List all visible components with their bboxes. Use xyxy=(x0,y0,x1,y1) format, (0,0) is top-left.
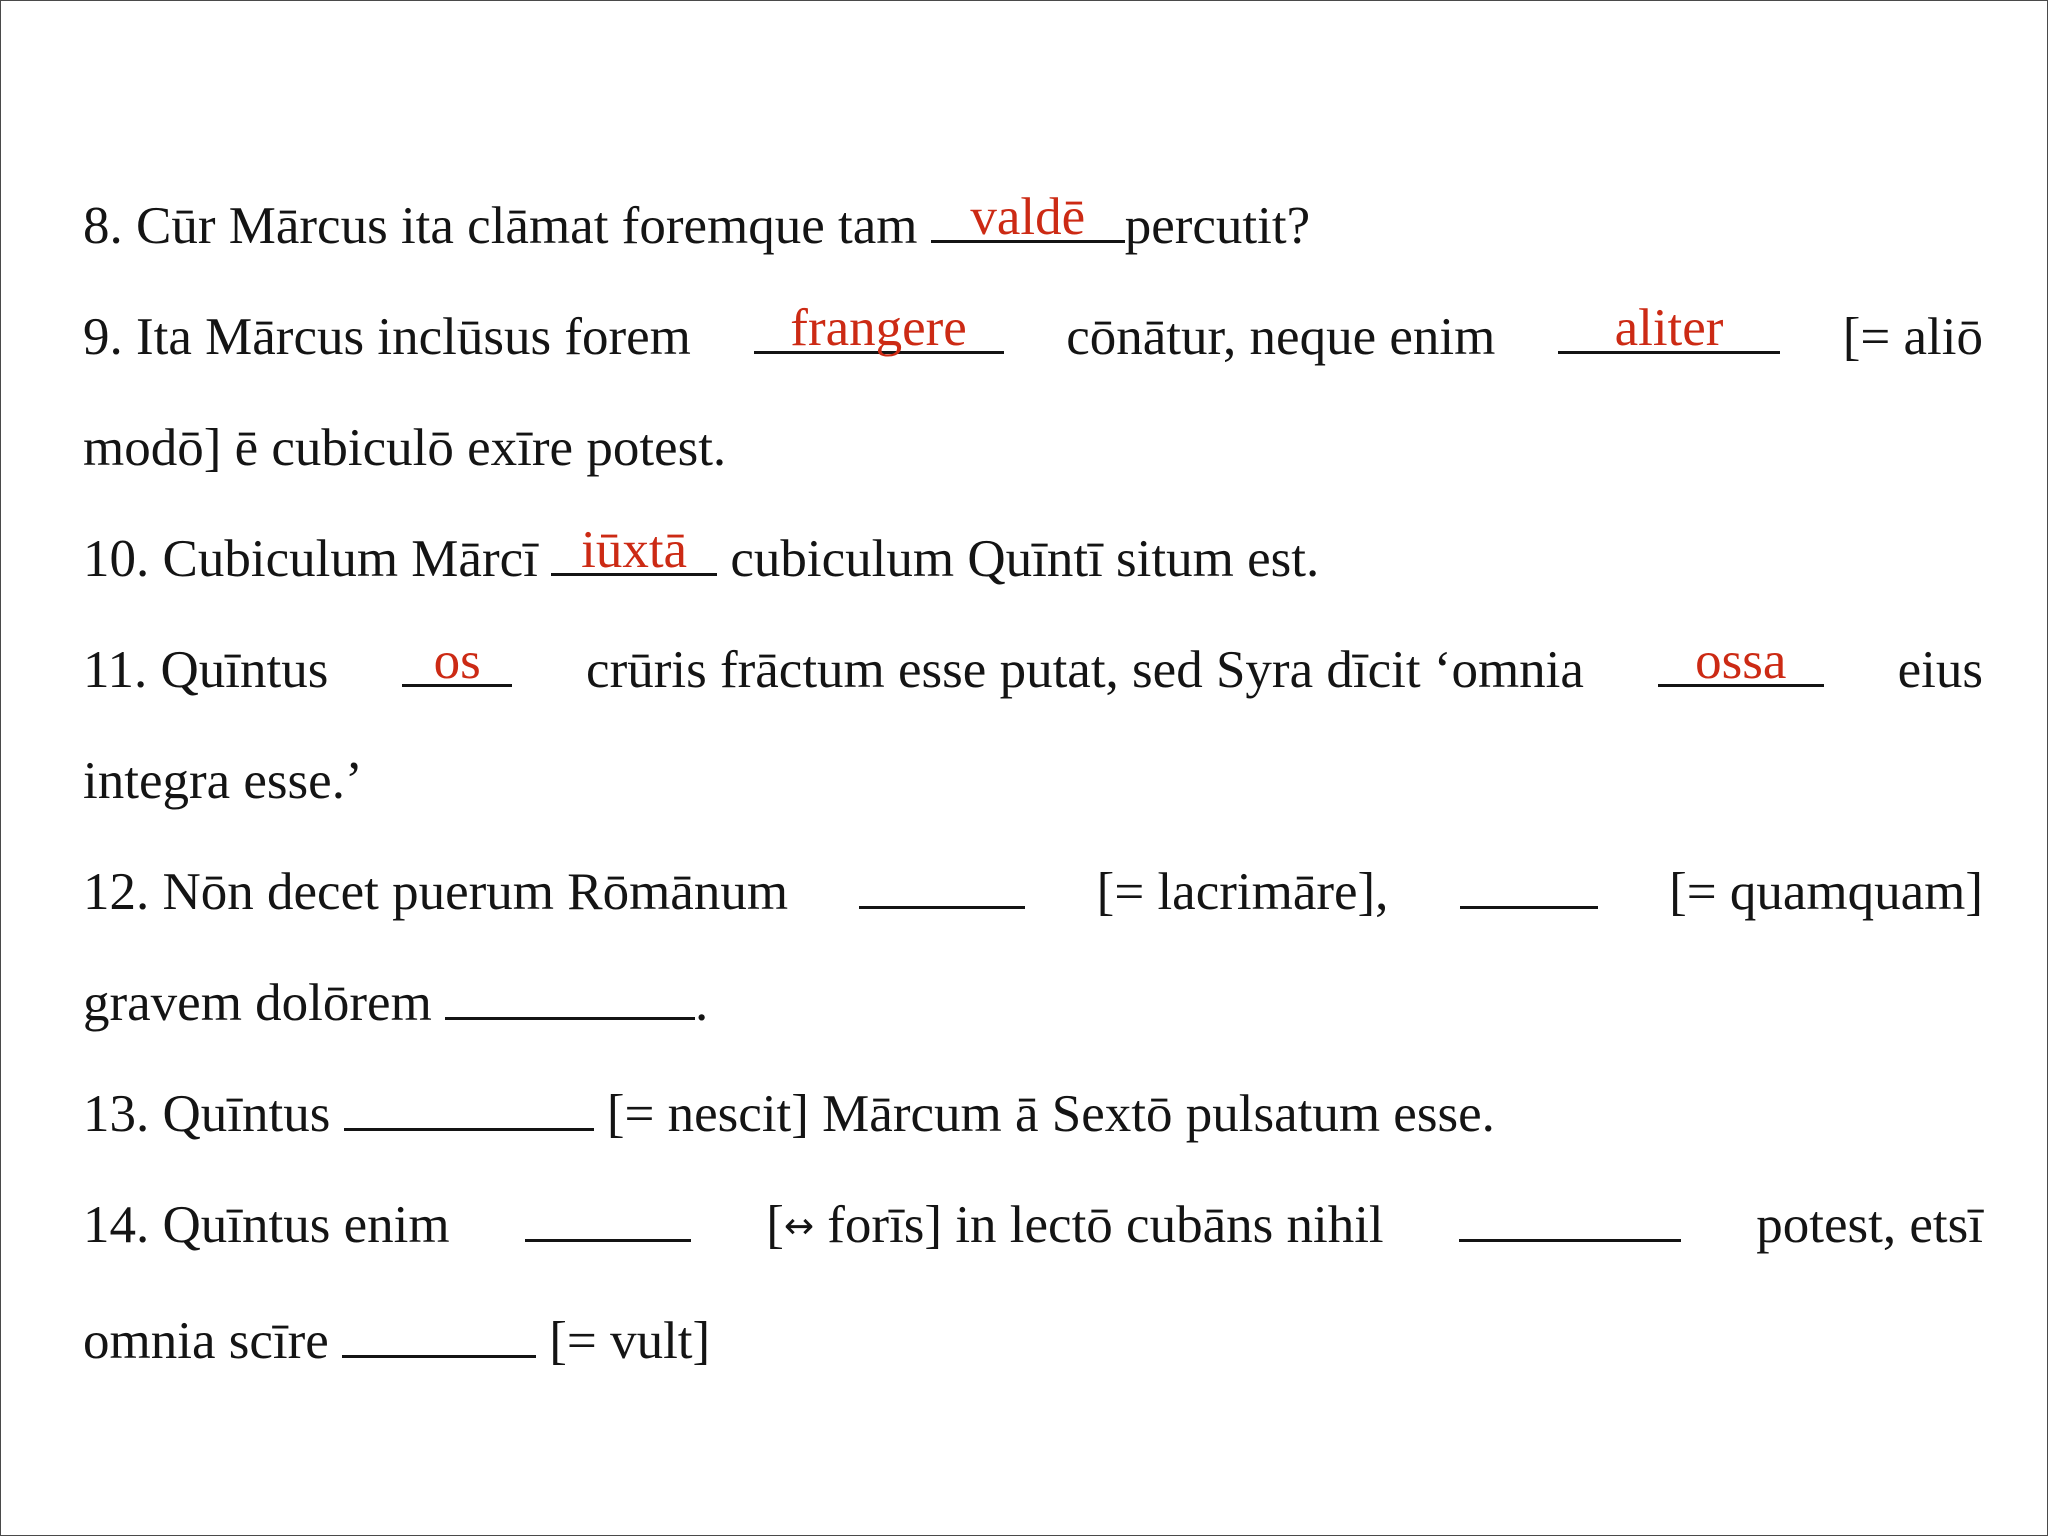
question-14-hint xyxy=(766,1170,1383,1286)
question-8-text-before: 8. Cūr Mārcus ita clāmat foremque tam xyxy=(83,197,918,255)
question-13-text-before: 13. Quīntus xyxy=(83,1085,331,1143)
question-12-hint-1: [= lacrimāre], xyxy=(1096,863,1389,921)
question-11-text-middle: crūris frāctum esse putat, sed Syra dīcit ‘omnia xyxy=(586,641,1584,699)
question-11-text-after: eius xyxy=(1897,641,1983,699)
question-10-line xyxy=(83,504,1983,615)
question-10 xyxy=(83,504,1983,615)
question-13 xyxy=(83,1059,1983,1170)
question-14-blank-3[interactable] xyxy=(342,1297,536,1358)
question-12-line-2-text: gravem dolōrem xyxy=(83,974,432,1032)
question-12-hint-2: [= quamquam] xyxy=(1669,863,1983,921)
question-9 xyxy=(83,282,1983,504)
question-14-line-2-text: omnia scīre xyxy=(83,1312,329,1370)
question-14-text-middle: potest, etsī xyxy=(1756,1196,1983,1254)
question-14-line-2-hint: [= vult] xyxy=(549,1312,711,1370)
exercise-list xyxy=(83,171,1983,1397)
question-9-text-after: [= aliō xyxy=(1842,308,1983,366)
question-11-line-2: integra esse.’ xyxy=(83,752,363,810)
question-9-blank-2[interactable] xyxy=(1558,293,1780,357)
question-12 xyxy=(83,837,1983,1059)
question-11-answer-2: ossa xyxy=(1695,632,1787,690)
question-11-text-before: 11. Quīntus xyxy=(83,641,329,699)
question-12-period: . xyxy=(695,974,709,1032)
question-8-answer: valdē xyxy=(970,188,1086,246)
question-9-line-2: modō] ē cubiculō exīre potest. xyxy=(83,419,727,477)
question-13-line xyxy=(83,1059,1983,1170)
question-14-hint-open: [ xyxy=(766,1196,784,1254)
question-13-text-after: [= nescit] Mārcum ā Sextō pulsatum esse. xyxy=(606,1085,1495,1143)
question-10-answer: iūxtā xyxy=(581,521,688,579)
question-12-line-1 xyxy=(83,837,1983,948)
question-10-blank[interactable] xyxy=(551,515,717,579)
question-11-answer-1: os xyxy=(433,632,481,690)
question-12-text-before: 12. Nōn decet puerum Rōmānum xyxy=(83,863,789,921)
question-14-blank-1[interactable] xyxy=(525,1181,691,1242)
question-9-answer-2: aliter xyxy=(1614,299,1724,357)
question-9-answer-1: frangere xyxy=(790,299,967,357)
question-8-text-after: percutit? xyxy=(1124,197,1311,255)
question-9-text-middle: cōnātur, neque enim xyxy=(1066,308,1496,366)
question-12-blank-2[interactable] xyxy=(1460,848,1598,909)
question-9-text-before: 9. Ita Mārcus inclūsus forem xyxy=(83,308,691,366)
question-12-blank-3[interactable] xyxy=(445,959,695,1020)
question-10-text-before: 10. Cubiculum Mārcī xyxy=(83,530,538,588)
question-14-blank-2[interactable] xyxy=(1459,1181,1681,1242)
question-14-line-2 xyxy=(83,1286,1983,1397)
question-14-line-1 xyxy=(83,1170,1983,1286)
question-8 xyxy=(83,171,1983,282)
question-14 xyxy=(83,1170,1983,1397)
question-12-blank-1[interactable] xyxy=(859,848,1025,909)
question-14-text-before: 14. Quīntus enim xyxy=(83,1196,450,1254)
question-8-blank[interactable] xyxy=(931,182,1125,246)
question-9-blank-1[interactable] xyxy=(754,293,1004,357)
question-11-line-1 xyxy=(83,615,1983,726)
question-8-line xyxy=(83,171,1983,282)
question-12-line-2 xyxy=(83,948,1983,1059)
question-11-blank-1[interactable] xyxy=(402,626,512,690)
question-9-line-1 xyxy=(83,282,1983,393)
question-11 xyxy=(83,615,1983,837)
question-10-text-after: cubiculum Quīntī situm est. xyxy=(730,530,1320,588)
question-14-hint-rest: forīs] in lectō cubāns nihil xyxy=(827,1196,1384,1254)
question-11-blank-2[interactable] xyxy=(1658,626,1824,690)
left-right-arrow-icon: ↔ xyxy=(783,1206,815,1247)
question-13-blank[interactable] xyxy=(344,1070,594,1131)
